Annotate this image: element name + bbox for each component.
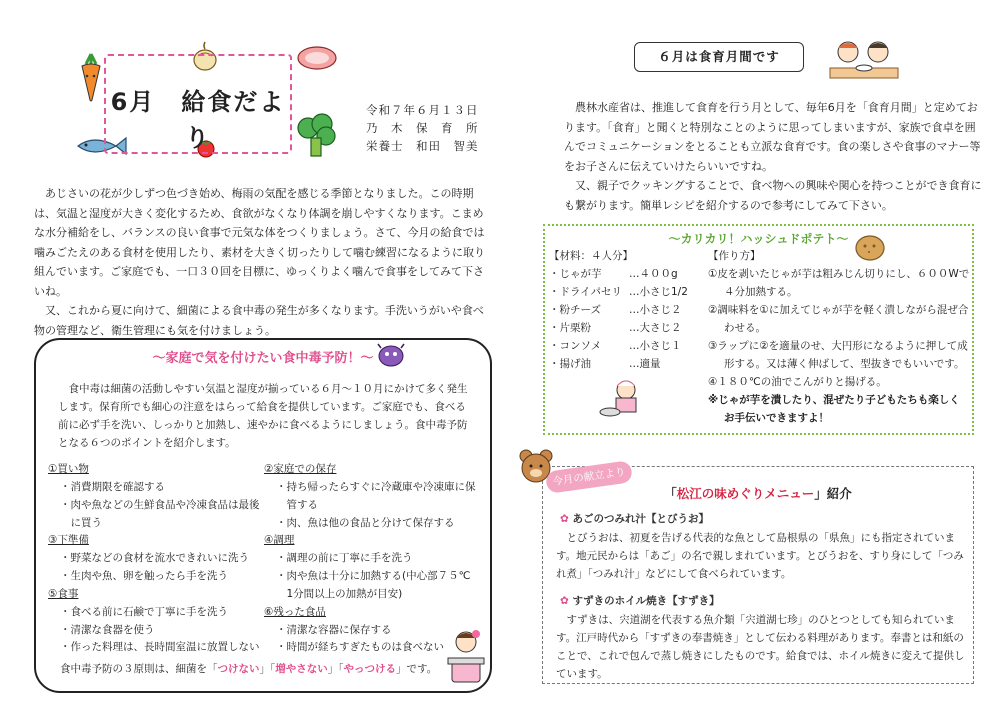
step-4: ④１８０℃の油でこんがりと揚げる。 [708,376,887,389]
school-name: 乃 木 保 育 所 [366,120,479,135]
point-heading: ②家庭での保存 [264,463,337,475]
cooking-girl-icon [444,628,488,688]
principle-1: つけない [217,663,260,675]
point-item: ・野菜などの食材を流水できれいに洗う [60,552,249,565]
point-heading: ⑤食事 [48,587,79,600]
ingredient-amount: …小さじ２ [629,304,682,317]
points-left-column [48,461,260,657]
ingredient-row [549,265,709,283]
menu-tag: 今月の献立より [545,460,633,494]
ingredients-label: 【材料：４人分】 [549,250,633,262]
ingredient-name: ・揚げ油 [549,358,591,371]
point-heading: ③下準備 [48,534,89,547]
point-item: ・食べる前に石鹸で丁寧に手を洗う [60,605,228,618]
june-heading: ６月は食育月間です [658,49,780,64]
point-heading: ⑥残った食品 [264,605,326,618]
intro-paragraph: あじさいの花が少しずつ色づき始め、梅雨の気配を感じる季節となりました。この時期は、気温と湿度が大きく変化するため、食欲がなくなり体調を崩しやすくなります。こまめな水分補給をし、バランスの良い食事で元気な体をつくりましょう。さて、今月の給食では噛みごたえのある食材を使用したり、素材を大きく切ったりして噛む練習になるように取り組んでいます。ご家庭でも、一口３０回を目標に、ゆっくりよく噛んで食事をしてみて下さいね。 [34,187,485,298]
menu-item-title-text: すずきのホイル焼き【すずき】 [572,595,720,607]
point-item: ・生肉や魚、卵を触ったら手を洗う [60,570,228,583]
menu-heading-highlight: 松江の味めぐりメニュー [676,486,815,501]
ingredient-row [549,337,709,355]
step-2-cont: わせる。 [724,322,766,335]
ingredient-name: ・粉チーズ [549,304,601,317]
recipe-steps [708,247,970,427]
step-1-cont: ４分加熱する。 [724,286,798,299]
ingredient-name: ・コンソメ [549,340,602,353]
step-1: ①皮を剥いたじゃが芋は粗みじん切りにし、６００Wで [708,268,970,281]
broccoli-icon [294,112,338,160]
recipe-note: ※じゃが芋を潰したり、混ぜたり子どもたちも楽しく [708,394,960,407]
june-paragraph: 又、親子でクッキングすることで、食べ物への興味や関心を持つことができ食育にも繋がります。簡単レシピを紹介するので参考にしてみて下さい。 [564,179,982,212]
point-heading: ①買い物 [48,463,89,475]
principles-text: 」です。 [396,663,438,675]
recipe-title: ～カリカリ！ハッシュドポテト～ [668,232,849,246]
steps-label: 【作り方】 [708,250,761,262]
menu-heading [542,485,974,504]
point-item: 管する [276,498,318,511]
menu-heading-text: 」紹介 [814,486,852,501]
ingredient-name: ・片栗粉 [549,322,591,335]
point-section [48,532,260,586]
ingredient-amount: …小さじ1/2 [629,286,688,299]
step-2: ②調味料を①に加えてじゃが芋を軽く潰しながら混ぜ合 [708,304,969,317]
point-item: ・清潔な容器に保存する [276,623,392,636]
food-poisoning-title: ～家庭で気を付けたい食中毒予防！～ [152,351,374,366]
principle-2: 増やさない [275,663,328,675]
point-item: ・持ち帰ったらすぐに冷蔵庫や冷凍庫に保 [276,480,476,493]
carrot-icon [74,52,108,102]
author: 栄養士 和田 智美 [366,138,479,153]
point-section [48,461,260,532]
ingredient-amount: …小さじ１ [629,340,682,353]
point-section [264,461,476,532]
step-3-cont: 形する。又は薄く伸ばして、型抜きでもいいです。 [724,358,965,371]
cooking-child-icon [596,378,652,420]
germ-icon [376,342,406,368]
point-item: ・清潔な食器を使う [60,623,155,636]
flower-icon: ✿ [560,595,569,607]
header-meta [366,102,479,155]
ingredient-amount: …適量 [629,358,661,371]
menu-heading-text: 「 [664,486,677,501]
june-heading-box [634,42,804,72]
point-heading: ④調理 [264,534,295,547]
principles-sep: 」「 [259,663,276,675]
recipe-ingredients [549,247,709,373]
flower-icon: ✿ [560,513,569,525]
point-section [264,532,476,603]
ingredient-row [549,319,709,337]
ingredient-amount: …４００g [629,268,678,281]
point-item: 1分間以上の加熱が目安) [276,587,403,600]
intro-text [34,184,492,341]
point-item: ・肉、魚は他の食品と分けて保存する [276,516,455,529]
ingredient-row [549,355,709,373]
step-3: ③ラップに②を適量のせ、大円形になるように押して成 [708,340,968,353]
point-item: ・消費期限を確認する [60,480,165,493]
ingredient-amount: …大さじ２ [629,322,682,335]
principles-text: 食中毒予防の３原則は、細菌を「 [60,663,218,675]
point-item: に買う [60,516,102,529]
ingredient-row [549,283,709,301]
point-item: ・時間が経ちすぎたものは食べない [276,641,444,654]
june-text [564,98,982,215]
ingredient-name: ・ドライパセリ [549,286,622,299]
family-eating-icon [826,34,902,82]
menu-item-1-title [560,512,709,528]
ingredient-name: ・じゃが芋 [549,268,602,281]
principles-sep: 」「 [327,663,344,675]
food-poisoning-body: 食中毒は細菌の活動しやすい気温と湿度が揃っている６月～１０月にかけて多く発生します。保育所でも細心の注意をはらって給食を提供しています。ご家庭でも、食べる前に必ず手を洗い、しっかりと加熱し、速やかに食べるようにしましょう。食中毒予防となる６つのポイントを紹介します。 [58,383,468,450]
point-section [48,586,260,657]
menu-item-2-text: すずきは、宍道湖を代表する魚介類「宍道湖七珍」のひとつとしても知られています。江戸時代から「すずきの奉書焼き」として伝わる料理があります。奉書とは和紙のことで、これで包んで蒸し焼きにしたものです。給食では、ホイル焼きに変えて提供しています。 [556,614,965,681]
meat-icon [296,44,338,72]
food-poisoning-principles [60,662,437,678]
menu-item-2-title [560,594,720,610]
point-item: ・肉や魚は十分に加熱する(中心部７５℃ [276,570,471,583]
intro-paragraph: 又、これから夏に向けて、細菌による食中毒の発生が多くなります。手洗いうがいや食べ物の管理など、衛生管理にも気を付けましょう。 [34,304,484,338]
menu-item-1-text: とびうおは、初夏を告げる代表的な魚として島根県の「県魚」にも指定されています。地元民からは「あご」の名で親しまれています。とびうおを、すり身にして「つみれ煮」「つみれ汁」などにして食べられています。 [556,532,964,581]
menu-item-title-text: あごのつみれ汁【とびうお】 [572,513,709,525]
recipe-note-cont: お手伝いできますよ！ [724,412,829,425]
issue-date: 令和７年６月１３日 [366,103,479,117]
point-item: ・作った料理は、長時間室温に放置しない [60,641,260,654]
june-paragraph: 農林水産省は、推進して食育を行う月として、毎年6月を「食育月間」と定めております。「食育」と聞くと特別なことのように思ってしまいますが、家族で食卓を囲んでコミュニケーションをとることも立派な食育です。食の楽しさや食事のマナー等をお子さんに伝えていけたらいいですね。 [564,101,981,173]
page-title: 6月 給食だより [110,88,286,152]
principle-3: やっつける [343,663,396,675]
ingredient-row [549,301,709,319]
point-item: ・調理の前に丁寧に手を洗う [276,552,413,565]
point-item: ・肉や魚などの生鮮食品や冷凍食品は最後 [60,498,260,511]
